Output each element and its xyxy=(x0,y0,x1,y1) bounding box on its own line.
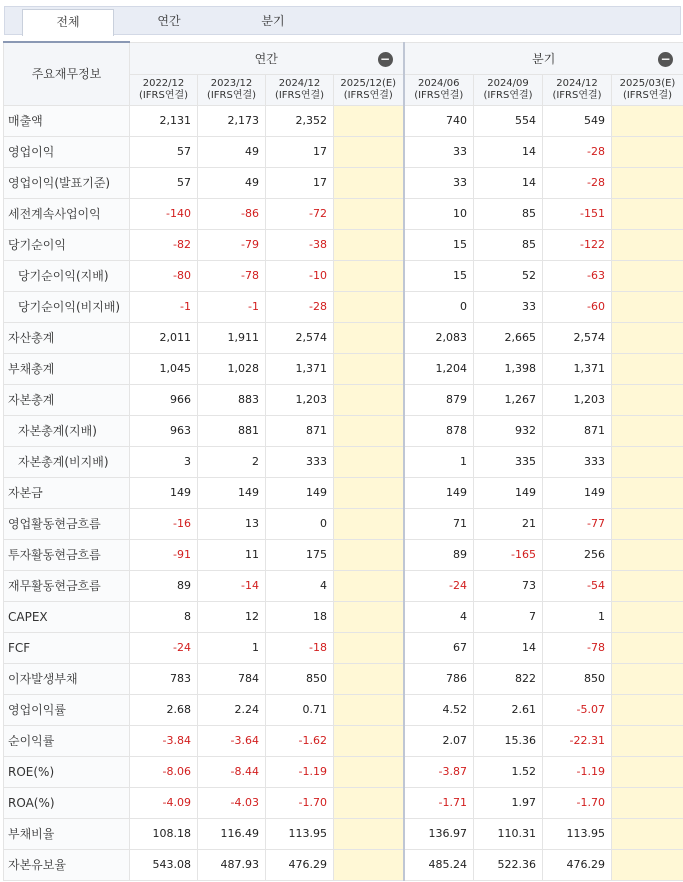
row-label: FCF xyxy=(4,632,130,663)
table-row xyxy=(4,198,683,229)
table-row xyxy=(4,105,683,136)
table-cell: 1 xyxy=(198,632,266,663)
table-row xyxy=(4,477,683,508)
table-cell: 740 xyxy=(404,105,474,136)
table-cell: 0 xyxy=(404,291,474,322)
table-cell: -1.71 xyxy=(404,787,474,818)
period-date: 2025/03(E) xyxy=(619,77,676,89)
table-cell: 850 xyxy=(543,663,612,694)
table-cell xyxy=(612,570,683,601)
table-row xyxy=(4,601,683,632)
row-label: ROE(%) xyxy=(4,756,130,787)
table-cell: 2,574 xyxy=(543,322,612,353)
table-cell xyxy=(334,322,404,353)
row-label: 자본총계(지배) xyxy=(4,415,130,446)
period-header xyxy=(474,74,543,105)
table-cell: -18 xyxy=(266,632,334,663)
table-cell: 11 xyxy=(198,539,266,570)
table-cell xyxy=(334,601,404,632)
table-cell: 883 xyxy=(198,384,266,415)
tab-all[interactable]: 전체 xyxy=(22,9,114,36)
table-cell: 256 xyxy=(543,539,612,570)
table-cell: 1,203 xyxy=(266,384,334,415)
table-cell: 333 xyxy=(543,446,612,477)
table-cell: -24 xyxy=(404,570,474,601)
table-cell xyxy=(612,756,683,787)
row-label: 재무활동현금흐름 xyxy=(4,570,130,601)
table-cell: 149 xyxy=(404,477,474,508)
period-header xyxy=(543,74,612,105)
table-cell: 1,398 xyxy=(474,353,543,384)
table-cell: 17 xyxy=(266,167,334,198)
table-cell: 33 xyxy=(404,136,474,167)
table-cell: -80 xyxy=(130,260,198,291)
table-cell: 33 xyxy=(474,291,543,322)
row-label: ROA(%) xyxy=(4,787,130,818)
group-header-quarter xyxy=(404,42,683,74)
table-cell: 14 xyxy=(474,167,543,198)
table-cell: 67 xyxy=(404,632,474,663)
table-cell: 71 xyxy=(404,508,474,539)
table-cell: 149 xyxy=(543,477,612,508)
table-cell: -1.19 xyxy=(543,756,612,787)
table-cell xyxy=(334,415,404,446)
table-row xyxy=(4,291,683,322)
table-cell: 18 xyxy=(266,601,334,632)
table-cell: -79 xyxy=(198,229,266,260)
table-cell: 149 xyxy=(266,477,334,508)
table-cell: 149 xyxy=(198,477,266,508)
period-date: 2022/12 xyxy=(142,77,185,89)
table-cell: 15 xyxy=(404,229,474,260)
table-cell: -1.19 xyxy=(266,756,334,787)
table-cell: -1.62 xyxy=(266,725,334,756)
row-label: 자본총계(비지배) xyxy=(4,446,130,477)
table-cell xyxy=(612,694,683,725)
table-cell: 543.08 xyxy=(130,849,198,880)
table-cell: 116.49 xyxy=(198,818,266,849)
table-cell: 1,204 xyxy=(404,353,474,384)
table-cell xyxy=(612,539,683,570)
table-cell: 4 xyxy=(266,570,334,601)
period-basis: (IFRS연결) xyxy=(343,89,393,101)
table-cell: 2,131 xyxy=(130,105,198,136)
table-cell xyxy=(612,663,683,694)
table-cell: -8.44 xyxy=(198,756,266,787)
period-basis: (IFRS연결) xyxy=(206,89,257,101)
period-basis: (IFRS연결) xyxy=(483,89,533,101)
table-cell: 14 xyxy=(474,136,543,167)
tab-annual[interactable]: 연간 xyxy=(157,14,181,28)
period-header xyxy=(612,74,683,105)
table-cell xyxy=(612,415,683,446)
table-row xyxy=(4,663,683,694)
table-cell: -10 xyxy=(266,260,334,291)
table-cell: 3 xyxy=(130,446,198,477)
period-basis: (IFRS연결) xyxy=(622,89,673,101)
table-row xyxy=(4,570,683,601)
table-cell xyxy=(334,167,404,198)
table-cell: 2,011 xyxy=(130,322,198,353)
table-cell: 89 xyxy=(404,539,474,570)
table-cell: 52 xyxy=(474,260,543,291)
row-label: 자본유보율 xyxy=(4,849,130,880)
table-cell: 522.36 xyxy=(474,849,543,880)
table-cell: -78 xyxy=(198,260,266,291)
table-cell: -3.84 xyxy=(130,725,198,756)
table-cell: -28 xyxy=(543,136,612,167)
period-basis: (IFRS연결) xyxy=(552,89,602,101)
table-cell: -24 xyxy=(130,632,198,663)
table-row xyxy=(4,508,683,539)
table-cell xyxy=(612,198,683,229)
table-row xyxy=(4,136,683,167)
table-cell: 7 xyxy=(474,601,543,632)
table-cell: 10 xyxy=(404,198,474,229)
table-cell: -1 xyxy=(130,291,198,322)
table-cell: 33 xyxy=(404,167,474,198)
period-tab-bar xyxy=(4,6,681,35)
table-cell: 2,083 xyxy=(404,322,474,353)
table-cell: -38 xyxy=(266,229,334,260)
table-cell: 2.61 xyxy=(474,694,543,725)
table-cell: 2,173 xyxy=(198,105,266,136)
table-cell: 2.07 xyxy=(404,725,474,756)
row-label: 자산총계 xyxy=(4,322,130,353)
table-row xyxy=(4,384,683,415)
table-cell: 49 xyxy=(198,136,266,167)
table-cell xyxy=(334,353,404,384)
table-cell xyxy=(612,353,683,384)
table-row xyxy=(4,353,683,384)
table-cell xyxy=(334,787,404,818)
table-cell xyxy=(612,384,683,415)
table-cell: 932 xyxy=(474,415,543,446)
row-label: 순이익률 xyxy=(4,725,130,756)
table-cell: 1,028 xyxy=(198,353,266,384)
table-cell: 476.29 xyxy=(266,849,334,880)
row-label: 당기순이익(비지배) xyxy=(4,291,130,322)
period-basis: (IFRS연결) xyxy=(138,89,189,101)
table-row xyxy=(4,539,683,570)
table-cell: -3.64 xyxy=(198,725,266,756)
table-cell: -72 xyxy=(266,198,334,229)
period-header xyxy=(130,74,198,105)
period-header xyxy=(198,74,266,105)
tab-quarter[interactable]: 분기 xyxy=(261,14,285,28)
table-cell: 1 xyxy=(543,601,612,632)
period-date: 2024/12 xyxy=(278,77,321,89)
table-cell: 12 xyxy=(198,601,266,632)
table-cell: -28 xyxy=(543,167,612,198)
table-cell: 822 xyxy=(474,663,543,694)
table-cell: 786 xyxy=(404,663,474,694)
table-cell: -86 xyxy=(198,198,266,229)
period-date: 2024/12 xyxy=(556,77,598,89)
table-cell: -5.07 xyxy=(543,694,612,725)
table-cell: 108.18 xyxy=(130,818,198,849)
table-cell: 17 xyxy=(266,136,334,167)
table-cell xyxy=(334,105,404,136)
table-cell: 49 xyxy=(198,167,266,198)
table-cell: 149 xyxy=(474,477,543,508)
table-cell: -151 xyxy=(543,198,612,229)
table-cell xyxy=(334,260,404,291)
table-cell: 549 xyxy=(543,105,612,136)
table-cell: 0.71 xyxy=(266,694,334,725)
table-cell: 476.29 xyxy=(543,849,612,880)
table-cell: 13 xyxy=(198,508,266,539)
table-cell: 1,371 xyxy=(543,353,612,384)
table-cell: 871 xyxy=(266,415,334,446)
table-cell: -22.31 xyxy=(543,725,612,756)
table-cell: 784 xyxy=(198,663,266,694)
table-cell: 85 xyxy=(474,198,543,229)
table-cell: 487.93 xyxy=(198,849,266,880)
table-cell: 871 xyxy=(543,415,612,446)
table-cell: 963 xyxy=(130,415,198,446)
table-cell: -4.03 xyxy=(198,787,266,818)
collapse-annual-icon[interactable]: − xyxy=(378,52,393,67)
table-cell: -1.70 xyxy=(543,787,612,818)
table-cell: 783 xyxy=(130,663,198,694)
table-row xyxy=(4,229,683,260)
period-basis: (IFRS연결) xyxy=(274,89,325,101)
row-label: CAPEX xyxy=(4,601,130,632)
table-cell: 57 xyxy=(130,167,198,198)
table-cell: -60 xyxy=(543,291,612,322)
table-cell xyxy=(612,167,683,198)
table-cell: 85 xyxy=(474,229,543,260)
table-cell: 2,352 xyxy=(266,105,334,136)
table-cell: 1,267 xyxy=(474,384,543,415)
table-cell: 57 xyxy=(130,136,198,167)
table-cell xyxy=(612,849,683,880)
table-cell: -54 xyxy=(543,570,612,601)
table-cell xyxy=(334,663,404,694)
table-cell: -8.06 xyxy=(130,756,198,787)
table-cell: 149 xyxy=(130,477,198,508)
period-date: 2023/12 xyxy=(210,77,253,89)
period-date: 2024/06 xyxy=(417,77,460,89)
table-cell: -16 xyxy=(130,508,198,539)
table-row xyxy=(4,756,683,787)
group-annual-label: 연간 xyxy=(254,51,278,66)
table-cell: -1.70 xyxy=(266,787,334,818)
table-cell: 878 xyxy=(404,415,474,446)
table-cell: 8 xyxy=(130,601,198,632)
table-row xyxy=(4,415,683,446)
table-row xyxy=(4,167,683,198)
table-row xyxy=(4,260,683,291)
table-cell: 14 xyxy=(474,632,543,663)
row-label: 자본금 xyxy=(4,477,130,508)
table-cell xyxy=(612,632,683,663)
table-cell xyxy=(612,818,683,849)
table-cell: 1,045 xyxy=(130,353,198,384)
table-cell xyxy=(334,694,404,725)
row-label: 당기순이익 xyxy=(4,229,130,260)
table-cell xyxy=(334,570,404,601)
table-cell xyxy=(334,725,404,756)
table-row xyxy=(4,818,683,849)
table-cell xyxy=(612,508,683,539)
table-row xyxy=(4,322,683,353)
row-label: 세전계속사업이익 xyxy=(4,198,130,229)
row-label: 영업이익률 xyxy=(4,694,130,725)
table-cell: 175 xyxy=(266,539,334,570)
table-cell xyxy=(334,756,404,787)
table-cell: 485.24 xyxy=(404,849,474,880)
table-cell: -4.09 xyxy=(130,787,198,818)
table-cell: -122 xyxy=(543,229,612,260)
table-cell xyxy=(334,446,404,477)
table-cell: 73 xyxy=(474,570,543,601)
table-cell xyxy=(612,601,683,632)
table-cell xyxy=(334,477,404,508)
period-header xyxy=(266,74,334,105)
table-cell: 1 xyxy=(404,446,474,477)
table-cell: 1.52 xyxy=(474,756,543,787)
table-cell xyxy=(334,849,404,880)
row-label: 영업이익(발표기준) xyxy=(4,167,130,198)
table-cell xyxy=(334,229,404,260)
table-cell: 850 xyxy=(266,663,334,694)
period-date: 2024/09 xyxy=(487,77,529,89)
table-cell xyxy=(612,229,683,260)
table-cell xyxy=(334,198,404,229)
table-row xyxy=(4,446,683,477)
table-cell: 15 xyxy=(404,260,474,291)
row-label: 매출액 xyxy=(4,105,130,136)
period-date: 2025/12(E) xyxy=(340,77,397,89)
table-row xyxy=(4,632,683,663)
table-cell: -140 xyxy=(130,198,198,229)
table-cell xyxy=(334,539,404,570)
table-cell: -165 xyxy=(474,539,543,570)
table-cell: -3.87 xyxy=(404,756,474,787)
table-cell: 2.68 xyxy=(130,694,198,725)
row-label: 영업활동현금흐름 xyxy=(4,508,130,539)
collapse-quarter-icon[interactable]: − xyxy=(658,52,673,67)
financial-summary-table xyxy=(3,41,683,881)
period-header xyxy=(334,74,404,105)
table-cell: 1,911 xyxy=(198,322,266,353)
table-cell xyxy=(612,260,683,291)
table-cell: -14 xyxy=(198,570,266,601)
table-cell: 136.97 xyxy=(404,818,474,849)
table-cell: 2 xyxy=(198,446,266,477)
table-cell: 113.95 xyxy=(543,818,612,849)
table-cell: 113.95 xyxy=(266,818,334,849)
table-cell: 333 xyxy=(266,446,334,477)
table-cell xyxy=(612,477,683,508)
table-cell xyxy=(334,818,404,849)
table-row xyxy=(4,694,683,725)
table-cell: 110.31 xyxy=(474,818,543,849)
table-row xyxy=(4,787,683,818)
table-cell: -1 xyxy=(198,291,266,322)
table-cell: 89 xyxy=(130,570,198,601)
table-cell xyxy=(334,632,404,663)
table-cell: 1,371 xyxy=(266,353,334,384)
row-label: 자본총계 xyxy=(4,384,130,415)
table-cell: -78 xyxy=(543,632,612,663)
table-cell xyxy=(612,725,683,756)
table-cell: 21 xyxy=(474,508,543,539)
table-cell: -82 xyxy=(130,229,198,260)
table-cell: -63 xyxy=(543,260,612,291)
table-cell: 0 xyxy=(266,508,334,539)
table-cell xyxy=(612,105,683,136)
table-cell xyxy=(334,384,404,415)
table-cell xyxy=(334,136,404,167)
table-cell: 1,203 xyxy=(543,384,612,415)
row-label: 영업이익 xyxy=(4,136,130,167)
table-cell xyxy=(612,136,683,167)
row-label: 투자활동현금흐름 xyxy=(4,539,130,570)
table-cell: 335 xyxy=(474,446,543,477)
group-header-annual xyxy=(130,42,404,74)
table-cell: 2.24 xyxy=(198,694,266,725)
table-cell: 2,574 xyxy=(266,322,334,353)
table-cell xyxy=(612,446,683,477)
table-cell: 554 xyxy=(474,105,543,136)
table-cell: 966 xyxy=(130,384,198,415)
table-cell: -77 xyxy=(543,508,612,539)
table-cell xyxy=(334,508,404,539)
table-cell: 4 xyxy=(404,601,474,632)
table-cell: 4.52 xyxy=(404,694,474,725)
row-label: 부채비율 xyxy=(4,818,130,849)
table-cell: 879 xyxy=(404,384,474,415)
period-basis: (IFRS연결) xyxy=(414,89,464,101)
table-row xyxy=(4,725,683,756)
group-quarter-label: 분기 xyxy=(532,51,556,66)
table-cell xyxy=(334,291,404,322)
table-cell: -91 xyxy=(130,539,198,570)
table-cell: 2,665 xyxy=(474,322,543,353)
table-cell xyxy=(612,291,683,322)
table-cell xyxy=(612,322,683,353)
row-label: 이자발생부채 xyxy=(4,663,130,694)
table-cell: 881 xyxy=(198,415,266,446)
table-cell: 15.36 xyxy=(474,725,543,756)
table-cell xyxy=(612,787,683,818)
period-header xyxy=(404,74,474,105)
row-label: 당기순이익(지배) xyxy=(4,260,130,291)
table-row xyxy=(4,849,683,880)
table-cell: -28 xyxy=(266,291,334,322)
table-cell: 1.97 xyxy=(474,787,543,818)
row-label: 부채총계 xyxy=(4,353,130,384)
header-corner-label: 주요재무정보 xyxy=(4,42,130,105)
